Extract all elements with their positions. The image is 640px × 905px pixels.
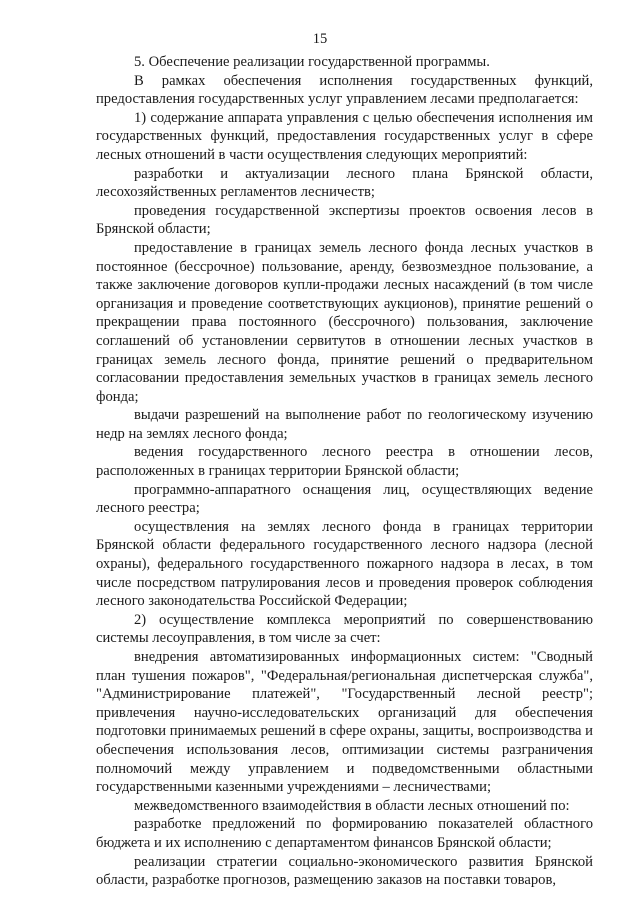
paragraph: ведения государственного лесного реестра в отношении лесов, расположенных в границах территории Брянской области;	[96, 444, 593, 480]
paragraph: В рамках обеспечения исполнения государственных функций, предоставления государственных услуг управлением лесами предполагается:	[96, 72, 593, 108]
paragraph: 2) осуществление комплекса мероприятий по совершенствованию системы лесоуправления, в том числе за счет:	[96, 611, 593, 647]
paragraph: проведения государственной экспертизы проектов освоения лесов в Брянской области;	[96, 202, 593, 238]
paragraph: предоставление в границах земель лесного фонда лесных участков в постоянное (бессрочное) пользование, аренду, безвозмездное пользование, а также заключение договоров купли-продажи лесных насаждений (в том числе организация и проведение соответствующих аукционов), принятие решений о прекращении права постоянного (бессрочного) пользования, заключение соглашений об установлении сервитутов в отношении лесных участков в границах земель лесного фонда, принятие решений о предварительном согласовании предоставления земельных участков в границах земель лесного фонда;	[96, 239, 593, 405]
paragraph: разработки и актуализации лесного плана Брянской области, лесохозяйственных регламентов лесничеств;	[96, 165, 593, 201]
paragraph: реализации стратегии социально-экономического развития Брянской области, разработке прогнозов, размещению заказов на поставки товаров,	[96, 853, 593, 889]
paragraph: программно-аппаратного оснащения лиц, осуществляющих ведение лесного реестра;	[96, 481, 593, 517]
paragraph: 1) содержание аппарата управления с целью обеспечения исполнения им государственных функций, предоставления государственных услуг в сфере лесных отношений в части осуществления следующих мероприятий:	[96, 109, 593, 163]
paragraph: выдачи разрешений на выполнение работ по геологическому изучению недр на землях лесного фонда;	[96, 407, 593, 442]
paragraph-section-heading: 5. Обеспечение реализации государственной программы.	[134, 54, 490, 70]
paragraph: межведомственного взаимодействия в области лесных отношений по:	[134, 797, 570, 814]
page-number: 15	[312, 31, 328, 47]
paragraph: осуществления на землях лесного фонда в границах территории Брянской области федерального государственного лесного надзора (лесной охраны), федерального государственного пожарного надзора в лесах, в том числе посредством патрулирования лесов и проведения проверок соблюдения лесного законодательства Российской Федерации;	[96, 518, 593, 610]
paragraph: разработке предложений по формированию показателей областного бюджета и их исполнению с департаментом финансов Брянской области;	[96, 816, 593, 851]
document-body	[96, 53, 593, 890]
paragraph: внедрения автоматизированных информационных систем: "Сводный план тушения пожаров", "Федеральная/региональная диспетчерская служба", "Администрирование платежей", "Государственный лесной реестр"; привлечения научно-исследовательских организаций для обеспечения подготовки принимаемых решений в сфере охраны, защиты, воспроизводства и обеспечения использования лесов, оптимизации системы разграничения полномочий между управлением и подведомственными областными государственными казенными учреждениями – лесничествами;	[96, 649, 593, 796]
